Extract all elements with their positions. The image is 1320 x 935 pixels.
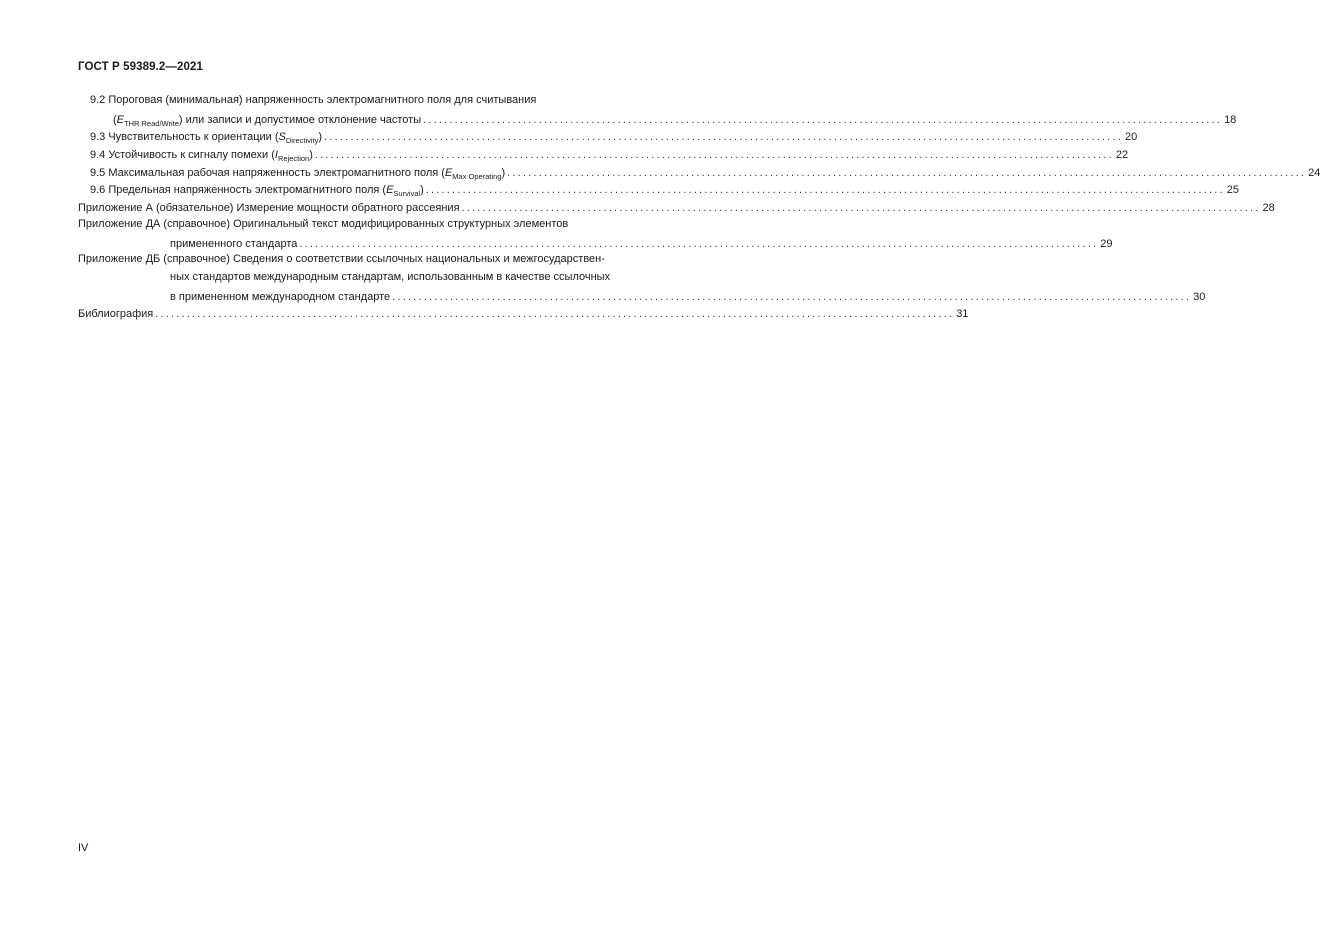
toc-entry-label: Приложение А (обязательное) Измерение мощности обратного рассеяния — [78, 202, 460, 214]
dot-leader: ........................................................................................................................................................ — [299, 238, 1099, 250]
dot-leader: ........................................................................................................................................................ — [155, 308, 955, 320]
toc-page-number: 18 — [1224, 114, 1237, 126]
dot-leader: ........................................................................................................................................................ — [461, 202, 1261, 214]
dot-leader: ........................................................................................................................................................ — [324, 131, 1124, 143]
page-number: IV — [78, 842, 89, 854]
toc-entry-9-2[interactable] — [113, 111, 1237, 128]
toc-entry-appendix-da-line1: Приложение ДА (справочное) Оригинальный текст модифицированных структурных элементов — [78, 218, 569, 230]
toc-page-number: 28 — [1262, 202, 1275, 214]
toc-entry-9-3[interactable] — [90, 128, 1138, 145]
toc-page-number: 30 — [1193, 291, 1206, 303]
toc-entry-label: 9.4 Устойчивость к сигналу помехи $(I_{Rejection})$ — [90, 149, 313, 163]
toc-entry-9-6[interactable] — [90, 181, 1239, 198]
document-header: ГОСТ Р 59389.2—2021 — [78, 61, 203, 73]
dot-leader: ........................................................................................................................................................ — [392, 291, 1192, 303]
dot-leader: ........................................................................................................................................................ — [507, 167, 1307, 179]
toc-entry-9-5[interactable] — [90, 164, 1320, 181]
toc-page-number: 24 — [1308, 167, 1320, 179]
dot-leader: ........................................................................................................................................................ — [423, 114, 1223, 126]
toc-entry-label: в примененном международном стандарте — [170, 291, 391, 303]
toc-entry-label: 9.5 Максимальная рабочая напряженность электромагнитного поля $(E_{Max Operating})$ — [90, 167, 506, 181]
toc-entry-appendix-db[interactable] — [170, 288, 1206, 304]
toc-entry-label: 9.6 Предельная напряженность электромагнитного поля $(E_{Survival})$ — [90, 184, 424, 198]
toc-entry-label: Библиография — [78, 308, 154, 320]
dot-leader: ........................................................................................................................................................ — [425, 184, 1225, 196]
dot-leader: ........................................................................................................................................................ — [314, 149, 1114, 161]
toc-entry-appendix-a[interactable] — [78, 199, 1275, 215]
toc-entry-label: примененного стандарта — [170, 238, 298, 250]
toc-entry-9-4[interactable] — [90, 146, 1129, 163]
toc-entry-label: $(E_{THR Read/Write})$ или записи и допустимое отклонение частоты — [113, 114, 422, 128]
toc-entry-appendix-da[interactable] — [170, 235, 1113, 251]
toc-entry-label: 9.3 Чувствительность к ориентации $(S_{Directivity})$ — [90, 131, 323, 145]
toc-entry-appendix-db-line2: ных стандартов международным стандартам, использованным в качестве ссылочных — [170, 271, 611, 283]
toc-page-number: 25 — [1226, 184, 1239, 196]
toc-page-number: 31 — [956, 308, 969, 320]
toc-page-number: 29 — [1100, 238, 1113, 250]
toc-entry-9-2-line1: 9.2 Пороговая (минимальная) напряженность электромагнитного поля для считывания — [90, 94, 537, 106]
toc-entry-appendix-db-line1: Приложение ДБ (справочное) Сведения о соответствии ссылочных национальных и межгосударствен- — [78, 253, 605, 265]
toc-entry-bibliography[interactable] — [78, 305, 969, 321]
toc-page-number: 22 — [1115, 149, 1129, 161]
toc-page-number: 20 — [1125, 131, 1138, 143]
